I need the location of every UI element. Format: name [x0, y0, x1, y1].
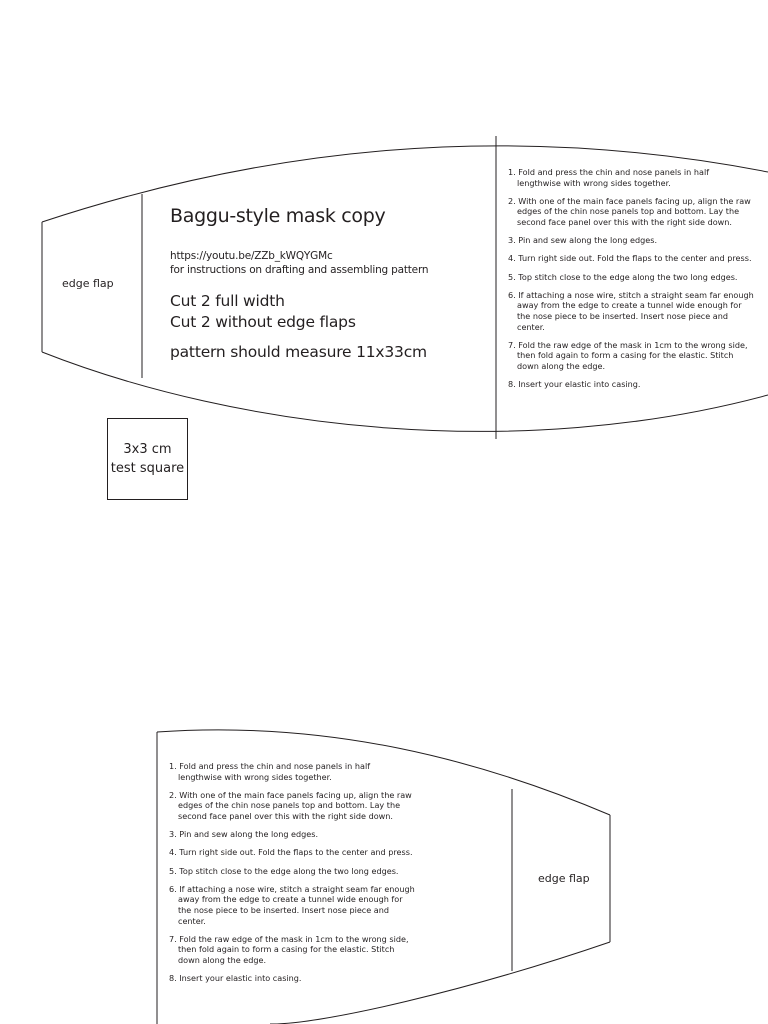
- instruction-line: 6. If attaching a nose wire, stitch a straight seam far enough: [169, 883, 415, 894]
- instruction-step: [508, 196, 754, 228]
- instruction-line: then fold again to form a casing for the elastic. Stitch: [178, 944, 395, 955]
- instructions-list-top: [508, 167, 754, 397]
- instruction-step: [508, 290, 754, 332]
- bottom-edge-flap-label: edge flap: [538, 872, 590, 885]
- instruction-line: away from the edge to create a tunnel wide enough for: [517, 300, 742, 311]
- instruction-step: [508, 235, 754, 246]
- instruction-step: [169, 866, 415, 877]
- instruction-line: the nose piece to be inserted. Insert nose piece and: [517, 310, 729, 321]
- instruction-line: edges of the chin nose panels top and bottom. Lay the: [517, 206, 740, 217]
- instruction-line: 7. Fold the raw edge of the mask in 1cm to the wrong side,: [169, 933, 409, 944]
- instruction-line: 2. With one of the main face panels facing up, align the raw: [508, 195, 751, 206]
- test-square-label: test square: [110, 461, 185, 476]
- instruction-step: [508, 167, 754, 188]
- instruction-line: 1. Fold and press the chin and nose panels in half: [508, 167, 710, 177]
- test-square: [107, 418, 188, 500]
- instruction-line: down along the edge.: [178, 954, 267, 965]
- instruction-step: [508, 340, 754, 372]
- instruction-step: [169, 847, 415, 858]
- instruction-line: lengthwise with wrong sides together.: [178, 771, 332, 782]
- instruction-line: center.: [517, 321, 545, 332]
- pattern-title: Baggu-style mask copy: [170, 205, 386, 227]
- instruction-step: [508, 272, 754, 283]
- pattern-measurement: pattern should measure 11x33cm: [170, 343, 427, 361]
- instruction-line: the nose piece to be inserted. Insert nose piece and: [178, 904, 390, 915]
- instruction-step: [169, 790, 415, 822]
- instruction-line: edges of the chin nose panels top and bottom. Lay the: [178, 800, 401, 811]
- instruction-line: 8. Insert your elastic into casing.: [508, 379, 641, 390]
- instruction-step: [169, 884, 415, 926]
- instruction-line: 1. Fold and press the chin and nose panels in half: [169, 761, 371, 771]
- instruction-line: 5. Top stitch close to the edge along the two long edges.: [508, 271, 738, 282]
- instruction-line: 3. Pin and sew along the long edges.: [169, 829, 319, 840]
- instruction-step: [169, 973, 415, 984]
- instructions-list-bottom: [169, 761, 415, 991]
- instruction-line: 8. Insert your elastic into casing.: [169, 973, 302, 984]
- tutorial-note: for instructions on drafting and assembling pattern: [170, 264, 429, 276]
- instruction-line: down along the edge.: [517, 360, 606, 371]
- instruction-line: 3. Pin and sew along the long edges.: [508, 235, 658, 246]
- top-edge-flap-label: edge flap: [62, 277, 114, 290]
- instruction-step: [169, 761, 415, 782]
- tutorial-url: https://youtu.be/ZZb_kWQYGMc: [170, 250, 333, 262]
- instruction-step: [508, 379, 754, 390]
- instruction-line: 4. Turn right side out. Fold the flaps to the center and press.: [169, 847, 413, 858]
- test-square-size: 3x3 cm: [123, 442, 172, 457]
- instruction-line: lengthwise with wrong sides together.: [517, 177, 671, 188]
- cut-without-flaps: Cut 2 without edge flaps: [170, 313, 356, 331]
- cut-full-width: Cut 2 full width: [170, 292, 285, 310]
- instruction-line: 7. Fold the raw edge of the mask in 1cm to the wrong side,: [508, 339, 748, 350]
- instruction-line: 5. Top stitch close to the edge along the two long edges.: [169, 865, 399, 876]
- instruction-line: then fold again to form a casing for the elastic. Stitch: [517, 350, 734, 361]
- instruction-line: 6. If attaching a nose wire, stitch a straight seam far enough: [508, 289, 754, 300]
- instruction-line: second face panel over this with the right side down.: [517, 216, 732, 227]
- instruction-line: away from the edge to create a tunnel wide enough for: [178, 894, 403, 905]
- instruction-line: 2. With one of the main face panels facing up, align the raw: [169, 789, 412, 800]
- instruction-step: [169, 829, 415, 840]
- instruction-line: 4. Turn right side out. Fold the flaps to the center and press.: [508, 253, 752, 264]
- instruction-line: second face panel over this with the right side down.: [178, 810, 393, 821]
- instruction-step: [169, 934, 415, 966]
- instruction-line: center.: [178, 915, 206, 926]
- instruction-step: [508, 253, 754, 264]
